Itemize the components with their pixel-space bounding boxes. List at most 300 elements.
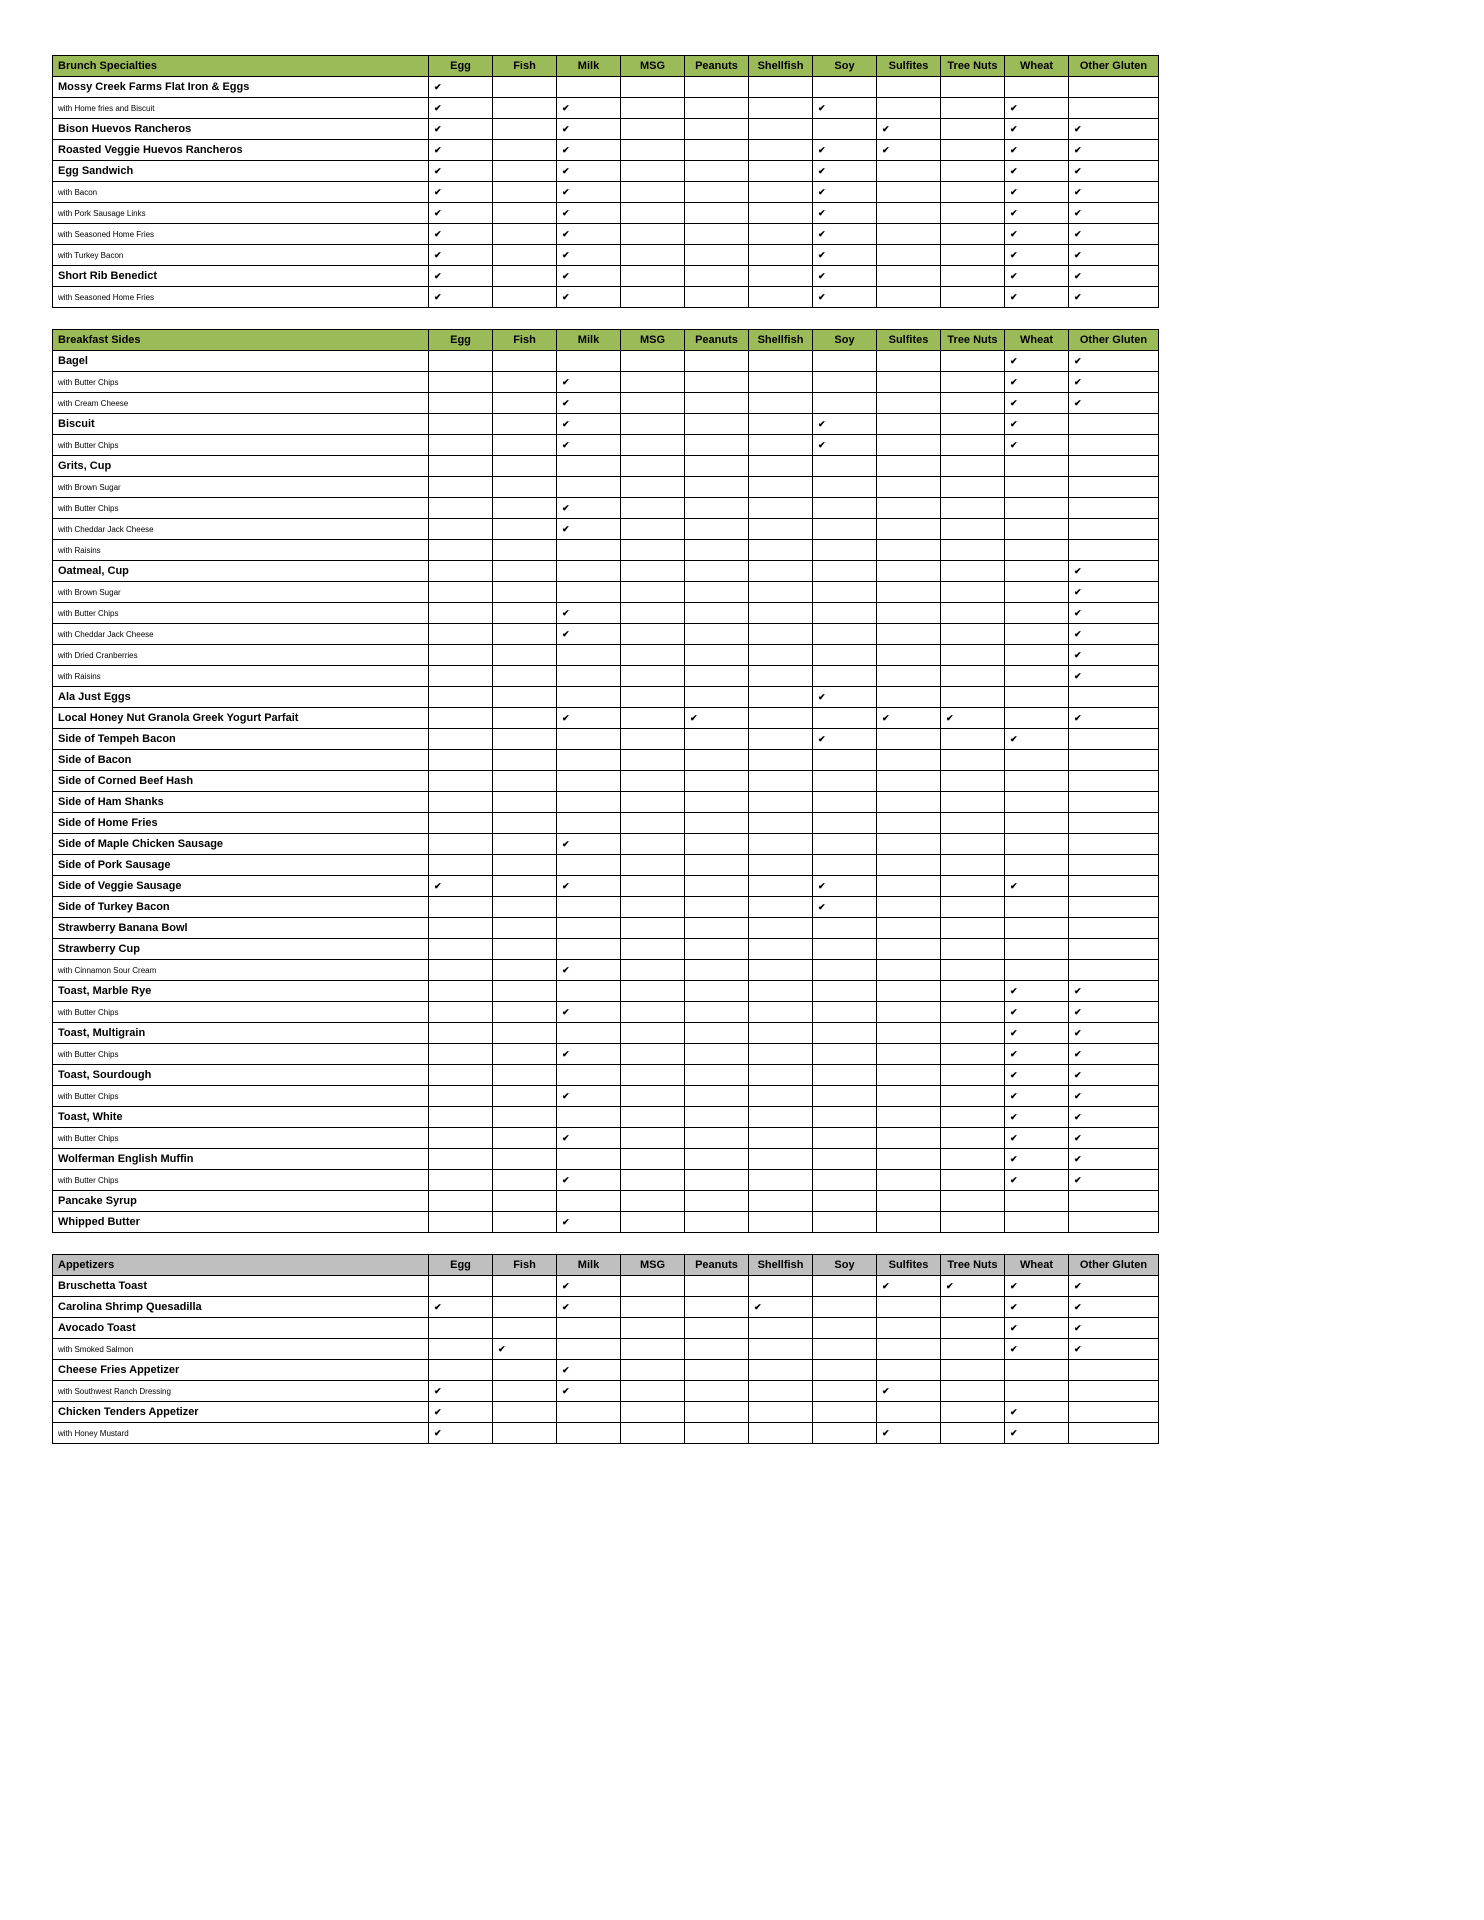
allergen-cell-empty <box>877 918 941 939</box>
allergen-cell-empty <box>877 603 941 624</box>
menu-item-name: Side of Bacon <box>53 750 429 771</box>
allergen-cell-empty <box>429 1360 493 1381</box>
allergen-cell-empty <box>685 245 749 266</box>
allergen-cell-empty <box>877 456 941 477</box>
allergen-cell-empty <box>1069 687 1159 708</box>
menu-subitem-name: with Raisins <box>53 540 429 561</box>
allergen-cell-empty <box>749 897 813 918</box>
column-header-sulfites: Sulfites <box>877 56 941 77</box>
allergen-cell-empty <box>621 1107 685 1128</box>
allergen-cell-empty <box>941 1402 1005 1423</box>
allergen-cell-empty <box>621 519 685 540</box>
allergen-cell-empty <box>941 624 1005 645</box>
allergen-cell-empty <box>1005 834 1069 855</box>
menu-subitem-name: with Home fries and Biscuit <box>53 98 429 119</box>
allergen-cell-empty <box>621 687 685 708</box>
menu-item-row <box>53 876 1159 897</box>
allergen-cell-empty <box>429 981 493 1002</box>
menu-subitem-row <box>53 435 1159 456</box>
menu-item-name: Local Honey Nut Granola Greek Yogurt Parfait <box>53 708 429 729</box>
menu-subitem-row <box>53 477 1159 498</box>
allergen-check-sulfites: ✔ <box>877 119 941 140</box>
allergen-cell-empty <box>749 266 813 287</box>
allergen-check-soy: ✔ <box>813 98 877 119</box>
allergen-cell-empty <box>685 1170 749 1191</box>
allergen-cell-empty <box>749 687 813 708</box>
allergen-cell-empty <box>877 1191 941 1212</box>
allergen-cell-empty <box>877 666 941 687</box>
allergen-cell-empty <box>941 161 1005 182</box>
menu-item-name: Egg Sandwich <box>53 161 429 182</box>
allergen-cell-empty <box>493 918 557 939</box>
menu-subitem-row <box>53 624 1159 645</box>
allergen-check-other-gluten: ✔ <box>1069 1023 1159 1044</box>
allergen-cell-empty <box>557 939 621 960</box>
allergen-cell-empty <box>429 1128 493 1149</box>
allergen-check-milk: ✔ <box>557 224 621 245</box>
allergen-cell-empty <box>429 1318 493 1339</box>
allergen-check-wheat: ✔ <box>1005 1107 1069 1128</box>
column-header-peanuts: Peanuts <box>685 1255 749 1276</box>
column-header-sulfites: Sulfites <box>877 330 941 351</box>
column-header-soy: Soy <box>813 1255 877 1276</box>
menu-item-name: Whipped Butter <box>53 1212 429 1233</box>
allergen-cell-empty <box>429 414 493 435</box>
allergen-cell-empty <box>749 1402 813 1423</box>
menu-item-row <box>53 1191 1159 1212</box>
allergen-cell-empty <box>941 224 1005 245</box>
allergen-cell-empty <box>749 1191 813 1212</box>
menu-item-name: Side of Turkey Bacon <box>53 897 429 918</box>
allergen-cell-empty <box>493 729 557 750</box>
allergen-cell-empty <box>813 960 877 981</box>
allergen-cell-empty <box>877 1149 941 1170</box>
allergen-cell-empty <box>813 1002 877 1023</box>
menu-item-row <box>53 918 1159 939</box>
allergen-cell-empty <box>749 224 813 245</box>
allergen-cell-empty <box>621 771 685 792</box>
allergen-cell-empty <box>1069 834 1159 855</box>
allergen-cell-empty <box>621 708 685 729</box>
allergen-cell-empty <box>1005 1360 1069 1381</box>
allergen-check-soy: ✔ <box>813 140 877 161</box>
allergen-cell-empty <box>749 1065 813 1086</box>
allergen-cell-empty <box>877 1065 941 1086</box>
allergen-cell-empty <box>493 834 557 855</box>
allergen-cell-empty <box>749 960 813 981</box>
allergen-cell-empty <box>877 393 941 414</box>
allergen-cell-empty <box>621 876 685 897</box>
allergen-check-other-gluten: ✔ <box>1069 582 1159 603</box>
allergen-cell-empty <box>877 981 941 1002</box>
allergen-cell-empty <box>557 77 621 98</box>
allergen-cell-empty <box>1069 1381 1159 1402</box>
allergen-cell-empty <box>493 182 557 203</box>
allergen-cell-empty <box>1005 456 1069 477</box>
allergen-cell-empty <box>685 477 749 498</box>
allergen-cell-empty <box>685 939 749 960</box>
column-header-milk: Milk <box>557 330 621 351</box>
allergen-cell-empty <box>557 1065 621 1086</box>
allergen-check-wheat: ✔ <box>1005 981 1069 1002</box>
allergen-check-milk: ✔ <box>557 393 621 414</box>
allergen-cell-empty <box>1005 1381 1069 1402</box>
allergen-cell-empty <box>493 98 557 119</box>
allergen-cell-empty <box>621 1086 685 1107</box>
allergen-cell-empty <box>557 351 621 372</box>
allergen-cell-empty <box>621 729 685 750</box>
allergen-check-wheat: ✔ <box>1005 351 1069 372</box>
allergen-cell-empty <box>621 645 685 666</box>
allergen-cell-empty <box>557 855 621 876</box>
allergen-check-tree-nuts: ✔ <box>941 708 1005 729</box>
allergen-cell-empty <box>941 519 1005 540</box>
allergen-check-wheat: ✔ <box>1005 1339 1069 1360</box>
allergen-cell-empty <box>621 203 685 224</box>
allergen-cell-empty <box>749 77 813 98</box>
allergen-check-other-gluten: ✔ <box>1069 1149 1159 1170</box>
allergen-check-other-gluten: ✔ <box>1069 1128 1159 1149</box>
allergen-cell-empty <box>621 498 685 519</box>
menu-item-name: Short Rib Benedict <box>53 266 429 287</box>
allergen-cell-empty <box>429 750 493 771</box>
allergen-cell-empty <box>813 603 877 624</box>
section-header-row <box>53 330 1159 351</box>
allergen-cell-empty <box>749 561 813 582</box>
allergen-check-milk: ✔ <box>557 203 621 224</box>
allergen-cell-empty <box>557 1191 621 1212</box>
allergen-cell-empty <box>941 245 1005 266</box>
allergen-cell-empty <box>1005 813 1069 834</box>
allergen-cell-empty <box>493 1002 557 1023</box>
allergen-check-milk: ✔ <box>557 834 621 855</box>
allergen-cell-empty <box>685 161 749 182</box>
allergen-check-other-gluten: ✔ <box>1069 1339 1159 1360</box>
allergen-cell-empty <box>429 498 493 519</box>
allergen-cell-empty <box>621 98 685 119</box>
section-title: Breakfast Sides <box>53 330 429 351</box>
allergen-check-other-gluten: ✔ <box>1069 140 1159 161</box>
allergen-cell-empty <box>685 456 749 477</box>
menu-subitem-row <box>53 372 1159 393</box>
allergen-cell-empty <box>877 1023 941 1044</box>
allergen-cell-empty <box>429 351 493 372</box>
allergen-cell-empty <box>941 645 1005 666</box>
allergen-cell-empty <box>749 540 813 561</box>
allergen-check-fish: ✔ <box>493 1339 557 1360</box>
allergen-cell-empty <box>557 687 621 708</box>
menu-subitem-row <box>53 1044 1159 1065</box>
allergen-cell-empty <box>685 1149 749 1170</box>
allergen-check-egg: ✔ <box>429 119 493 140</box>
menu-item-name: Strawberry Cup <box>53 939 429 960</box>
menu-item-name: Side of Maple Chicken Sausage <box>53 834 429 855</box>
menu-item-row <box>53 414 1159 435</box>
menu-item-name: Avocado Toast <box>53 1318 429 1339</box>
menu-item-row <box>53 708 1159 729</box>
allergen-cell-empty <box>877 645 941 666</box>
allergen-cell-empty <box>621 855 685 876</box>
allergen-cell-empty <box>621 119 685 140</box>
allergen-cell-empty <box>813 351 877 372</box>
allergen-cell-empty <box>941 1339 1005 1360</box>
allergen-cell-empty <box>493 1423 557 1444</box>
allergen-cell-empty <box>493 519 557 540</box>
allergen-cell-empty <box>749 1044 813 1065</box>
allergen-cell-empty <box>1069 98 1159 119</box>
allergen-cell-empty <box>749 918 813 939</box>
menu-subitem-row <box>53 540 1159 561</box>
allergen-cell-empty <box>429 456 493 477</box>
menu-item-row <box>53 834 1159 855</box>
allergen-check-milk: ✔ <box>557 414 621 435</box>
allergen-cell-empty <box>557 918 621 939</box>
allergen-cell-empty <box>813 498 877 519</box>
allergen-cell-empty <box>685 1402 749 1423</box>
allergen-cell-empty <box>813 708 877 729</box>
allergen-cell-empty <box>941 98 1005 119</box>
allergen-cell-empty <box>813 855 877 876</box>
column-header-tree-nuts: Tree Nuts <box>941 1255 1005 1276</box>
allergen-cell-empty <box>877 561 941 582</box>
allergen-check-wheat: ✔ <box>1005 1065 1069 1086</box>
allergen-check-other-gluten: ✔ <box>1069 1065 1159 1086</box>
allergen-cell-empty <box>621 813 685 834</box>
allergen-cell-empty <box>1069 876 1159 897</box>
allergen-cell-empty <box>877 1212 941 1233</box>
allergen-check-wheat: ✔ <box>1005 287 1069 308</box>
allergen-check-milk: ✔ <box>557 182 621 203</box>
allergen-cell-empty <box>685 1339 749 1360</box>
allergen-cell-empty <box>877 1339 941 1360</box>
menu-item-row <box>53 1402 1159 1423</box>
allergen-cell-empty <box>941 1107 1005 1128</box>
allergen-check-egg: ✔ <box>429 245 493 266</box>
menu-item-name: Bagel <box>53 351 429 372</box>
menu-item-row <box>53 140 1159 161</box>
allergen-check-milk: ✔ <box>557 1170 621 1191</box>
allergen-cell-empty <box>493 351 557 372</box>
allergen-cell-empty <box>941 1423 1005 1444</box>
allergen-cell-empty <box>813 393 877 414</box>
allergen-check-milk: ✔ <box>557 1128 621 1149</box>
allergen-cell-empty <box>749 603 813 624</box>
column-header-wheat: Wheat <box>1005 1255 1069 1276</box>
allergen-cell-empty <box>1005 939 1069 960</box>
allergen-cell-empty <box>877 435 941 456</box>
allergen-check-soy: ✔ <box>813 203 877 224</box>
allergen-cell-empty <box>877 792 941 813</box>
allergen-check-sulfites: ✔ <box>877 1276 941 1297</box>
allergen-cell-empty <box>685 603 749 624</box>
allergen-cell-empty <box>877 1170 941 1191</box>
menu-item-name: Ala Just Eggs <box>53 687 429 708</box>
allergen-cell-empty <box>429 855 493 876</box>
allergen-cell-empty <box>813 1360 877 1381</box>
column-header-tree-nuts: Tree Nuts <box>941 330 1005 351</box>
menu-subitem-row <box>53 645 1159 666</box>
allergen-check-other-gluten: ✔ <box>1069 981 1159 1002</box>
menu-subitem-name: with Cream Cheese <box>53 393 429 414</box>
allergen-cell-empty <box>813 540 877 561</box>
allergen-cell-empty <box>685 140 749 161</box>
allergen-check-other-gluten: ✔ <box>1069 224 1159 245</box>
column-header-soy: Soy <box>813 330 877 351</box>
allergen-check-milk: ✔ <box>557 1360 621 1381</box>
allergen-cell-empty <box>877 224 941 245</box>
allergen-cell-empty <box>493 287 557 308</box>
menu-item-name: Biscuit <box>53 414 429 435</box>
allergen-cell-empty <box>749 182 813 203</box>
allergen-check-wheat: ✔ <box>1005 1170 1069 1191</box>
menu-item-name: Grits, Cup <box>53 456 429 477</box>
column-header-peanuts: Peanuts <box>685 56 749 77</box>
allergen-check-egg: ✔ <box>429 287 493 308</box>
allergen-cell-empty <box>941 1128 1005 1149</box>
allergen-cell-empty <box>877 519 941 540</box>
allergen-check-soy: ✔ <box>813 729 877 750</box>
allergen-cell-empty <box>685 1044 749 1065</box>
allergen-cell-empty <box>1005 1191 1069 1212</box>
allergen-check-wheat: ✔ <box>1005 1423 1069 1444</box>
menu-subitem-row <box>53 1170 1159 1191</box>
menu-subitem-row <box>53 1381 1159 1402</box>
allergen-cell-empty <box>877 1402 941 1423</box>
allergen-cell-empty <box>493 1107 557 1128</box>
allergen-cell-empty <box>685 897 749 918</box>
allergen-cell-empty <box>685 876 749 897</box>
column-header-tree-nuts: Tree Nuts <box>941 56 1005 77</box>
allergen-cell-empty <box>1069 939 1159 960</box>
allergen-cell-empty <box>877 897 941 918</box>
allergen-cell-empty <box>557 729 621 750</box>
section-title: Brunch Specialties <box>53 56 429 77</box>
allergen-cell-empty <box>877 1107 941 1128</box>
allergen-cell-empty <box>749 624 813 645</box>
allergen-cell-empty <box>749 1086 813 1107</box>
allergen-cell-empty <box>749 1360 813 1381</box>
allergen-cell-empty <box>749 1002 813 1023</box>
menu-item-row <box>53 456 1159 477</box>
column-header-sulfites: Sulfites <box>877 1255 941 1276</box>
menu-subitem-row <box>53 224 1159 245</box>
allergen-cell-empty <box>877 77 941 98</box>
allergen-cell-empty <box>493 561 557 582</box>
allergen-cell-empty <box>1005 561 1069 582</box>
allergen-cell-empty <box>493 1212 557 1233</box>
column-header-shellfish: Shellfish <box>749 1255 813 1276</box>
allergen-check-soy: ✔ <box>813 182 877 203</box>
menu-item-name: Oatmeal, Cup <box>53 561 429 582</box>
allergen-cell-empty <box>1069 1212 1159 1233</box>
allergen-check-other-gluten: ✔ <box>1069 603 1159 624</box>
menu-subitem-row <box>53 393 1159 414</box>
menu-item-row <box>53 1276 1159 1297</box>
allergen-cell-empty <box>749 1107 813 1128</box>
allergen-cell-empty <box>813 1318 877 1339</box>
allergen-cell-empty <box>493 203 557 224</box>
column-header-egg: Egg <box>429 330 493 351</box>
allergen-cell-empty <box>877 182 941 203</box>
allergen-cell-empty <box>621 414 685 435</box>
allergen-cell-empty <box>621 1360 685 1381</box>
allergen-check-milk: ✔ <box>557 1002 621 1023</box>
allergen-cell-empty <box>941 981 1005 1002</box>
allergen-cell-empty <box>941 729 1005 750</box>
allergen-check-milk: ✔ <box>557 960 621 981</box>
allergen-cell-empty <box>1069 897 1159 918</box>
allergen-cell-empty <box>813 1381 877 1402</box>
allergen-cell-empty <box>749 750 813 771</box>
allergen-cell-empty <box>877 624 941 645</box>
allergen-check-other-gluten: ✔ <box>1069 287 1159 308</box>
allergen-cell-empty <box>685 960 749 981</box>
allergen-cell-empty <box>429 813 493 834</box>
allergen-cell-empty <box>749 645 813 666</box>
menu-item-name: Pancake Syrup <box>53 1191 429 1212</box>
allergen-cell-empty <box>685 519 749 540</box>
allergen-cell-empty <box>685 1002 749 1023</box>
menu-subitem-row <box>53 582 1159 603</box>
allergen-cell-empty <box>557 540 621 561</box>
allergen-cell-empty <box>749 456 813 477</box>
allergen-cell-empty <box>813 750 877 771</box>
allergen-cell-empty <box>621 1191 685 1212</box>
allergen-check-wheat: ✔ <box>1005 203 1069 224</box>
allergen-check-sulfites: ✔ <box>877 140 941 161</box>
allergen-cell-empty <box>941 1002 1005 1023</box>
allergen-cell-empty <box>621 750 685 771</box>
allergen-cell-empty <box>429 1086 493 1107</box>
menu-subitem-row <box>53 1339 1159 1360</box>
allergen-cell-empty <box>429 1212 493 1233</box>
allergen-cell-empty <box>557 561 621 582</box>
allergen-check-soy: ✔ <box>813 414 877 435</box>
allergen-cell-empty <box>1069 477 1159 498</box>
allergen-cell-empty <box>685 351 749 372</box>
menu-subitem-name: with Honey Mustard <box>53 1423 429 1444</box>
allergen-cell-empty <box>941 813 1005 834</box>
allergen-cell-empty <box>1005 645 1069 666</box>
allergen-cell-empty <box>685 582 749 603</box>
section-header-row <box>53 56 1159 77</box>
allergen-cell-empty <box>749 876 813 897</box>
allergen-cell-empty <box>685 1065 749 1086</box>
allergen-check-wheat: ✔ <box>1005 372 1069 393</box>
allergen-cell-empty <box>685 287 749 308</box>
allergen-cell-empty <box>877 203 941 224</box>
allergen-check-egg: ✔ <box>429 1402 493 1423</box>
allergen-cell-empty <box>429 561 493 582</box>
allergen-cell-empty <box>493 981 557 1002</box>
allergen-cell-empty <box>621 540 685 561</box>
allergen-cell-empty <box>429 1044 493 1065</box>
allergen-cell-empty <box>493 1318 557 1339</box>
menu-item-row <box>53 1297 1159 1318</box>
allergen-cell-empty <box>685 224 749 245</box>
allergen-cell-empty <box>621 1423 685 1444</box>
section-header-row <box>53 1255 1159 1276</box>
allergen-check-other-gluten: ✔ <box>1069 1170 1159 1191</box>
allergen-cell-empty <box>493 813 557 834</box>
allergen-cell-empty <box>813 624 877 645</box>
allergen-cell-empty <box>941 666 1005 687</box>
allergen-check-egg: ✔ <box>429 140 493 161</box>
allergen-cell-empty <box>429 897 493 918</box>
allergen-cell-empty <box>1005 708 1069 729</box>
allergen-check-wheat: ✔ <box>1005 1318 1069 1339</box>
allergen-cell-empty <box>621 351 685 372</box>
